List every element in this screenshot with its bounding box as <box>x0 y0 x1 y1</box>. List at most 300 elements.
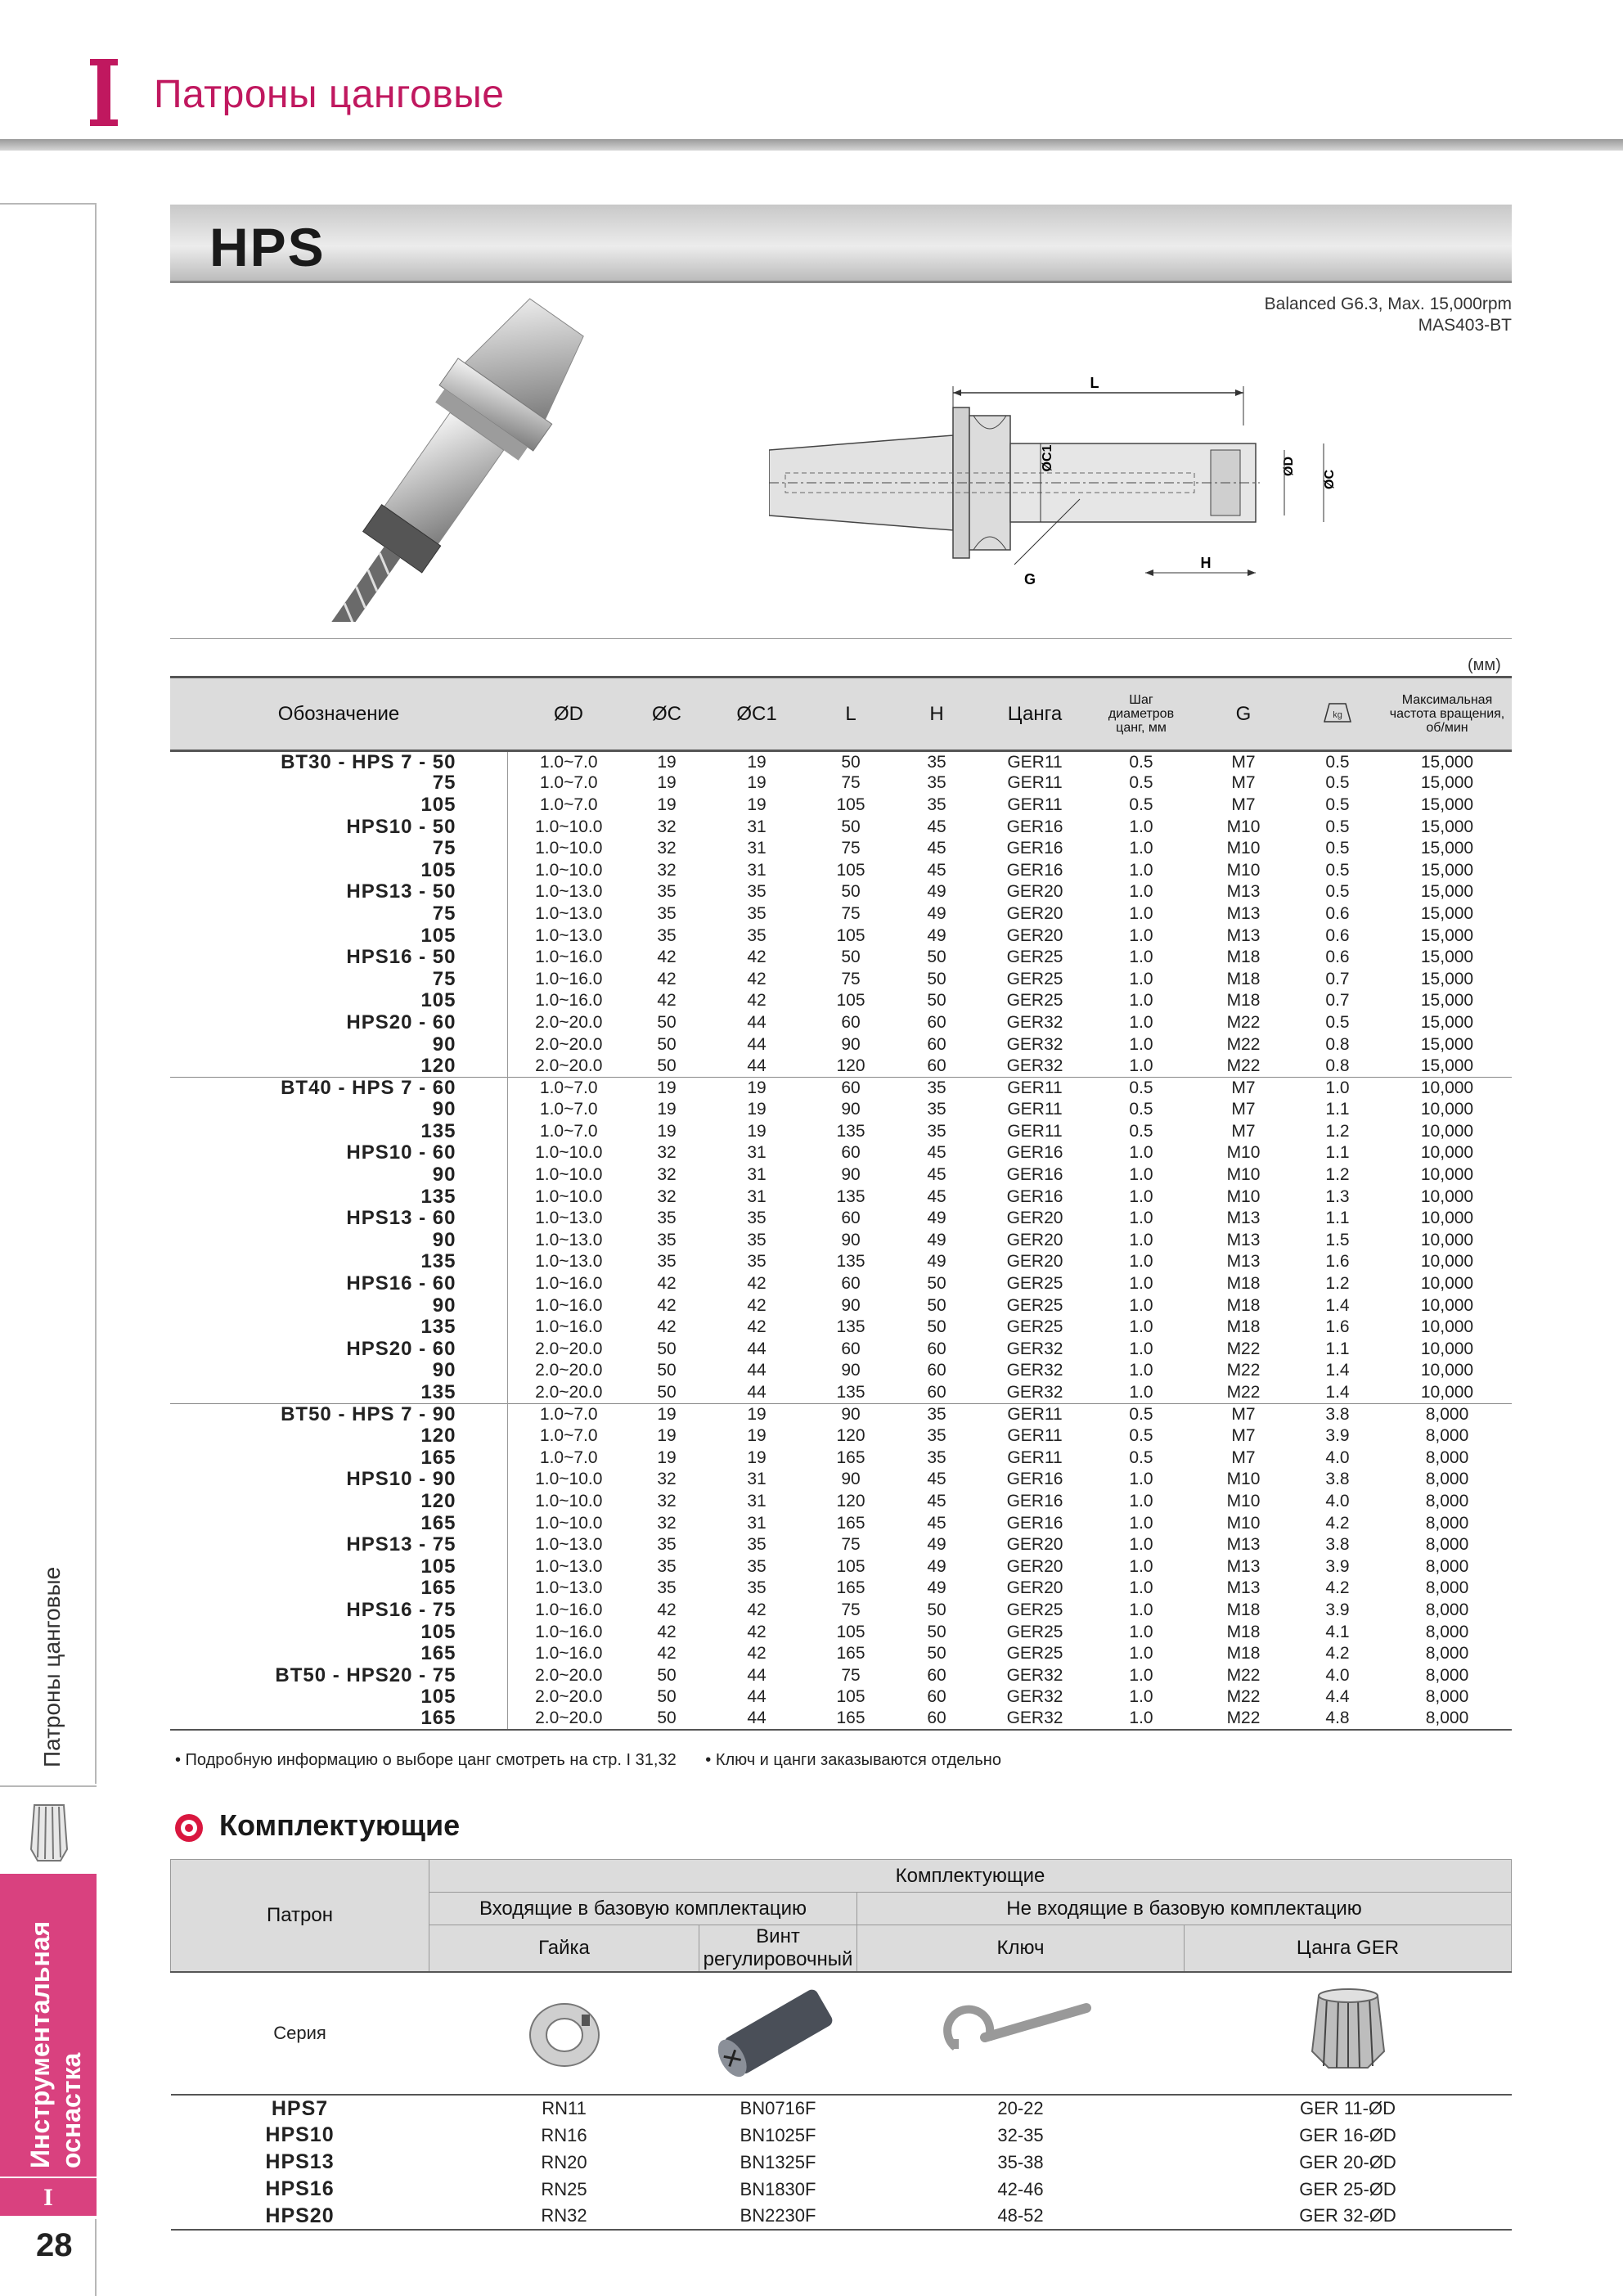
acc-cell-nut: RN25 <box>541 2178 587 2199</box>
cell-c: 19 <box>657 1426 677 1446</box>
cell-step: 0.5 <box>1129 1426 1153 1446</box>
cell-l: 105 <box>836 1622 865 1641</box>
cell-h: 60 <box>927 1665 946 1685</box>
cell-g: M13 <box>1226 882 1261 902</box>
acc-image-row <box>171 1972 1512 2095</box>
cell-h: 50 <box>927 969 946 988</box>
cell-l: 60 <box>841 1143 861 1163</box>
cell-g: M18 <box>1226 991 1261 1011</box>
table-row <box>170 772 1512 795</box>
cell-step: 1.0 <box>1129 1143 1153 1163</box>
dim-D: ØD <box>1282 457 1296 476</box>
cell-g: M13 <box>1226 1578 1261 1598</box>
cell-h: 60 <box>927 1361 946 1380</box>
cell-h: 35 <box>927 1100 946 1119</box>
cell-c1: 35 <box>747 1252 767 1272</box>
table-row <box>170 1273 1512 1295</box>
col-d: ØD <box>507 678 630 751</box>
cell-c: 50 <box>657 1034 677 1054</box>
cell-c1: 19 <box>747 773 767 793</box>
cell-collet: GER11 <box>1007 773 1063 793</box>
cell-rpm: 15,000 <box>1420 817 1474 836</box>
cell-c1: 44 <box>747 1382 767 1402</box>
cell-label: 165 <box>170 1512 507 1534</box>
cell-label: 135 <box>170 1382 507 1404</box>
cell-l: 50 <box>841 882 861 902</box>
cell-rpm: 15,000 <box>1420 1056 1474 1075</box>
cell-step: 1.0 <box>1129 925 1153 945</box>
table-row <box>170 795 1512 817</box>
cell-c: 35 <box>657 1578 677 1598</box>
cell-collet: GER11 <box>1007 752 1063 772</box>
table-row <box>170 1294 1512 1317</box>
cell-label: 90 <box>170 1099 507 1121</box>
cell-h: 50 <box>927 1622 946 1641</box>
table-row <box>170 1512 1512 1534</box>
cell-label: HPS16 - 75 <box>170 1600 507 1622</box>
cell-label: 135 <box>170 1186 507 1208</box>
cell-h: 60 <box>927 1339 946 1358</box>
acc-cell-collet: GER 11-ØD <box>1185 2095 1512 2122</box>
cell-l: 50 <box>841 752 861 772</box>
cell-g: M18 <box>1226 1274 1261 1294</box>
cell-h: 35 <box>927 752 946 772</box>
cell-rpm: 8,000 <box>1425 1535 1469 1555</box>
cell-kg: 0.5 <box>1325 1012 1350 1032</box>
table-row <box>170 1077 1512 1099</box>
cell-kg: 3.9 <box>1325 1600 1350 1619</box>
cell-d: 1.0~10.0 <box>535 817 603 836</box>
cell-collet: GER32 <box>1006 1361 1063 1380</box>
cell-rpm: 10,000 <box>1420 1382 1474 1402</box>
cell-c: 50 <box>657 1339 677 1358</box>
cell-collet: GER25 <box>1006 991 1063 1011</box>
cell-label: 105 <box>170 1555 507 1578</box>
cell-kg: 0.5 <box>1325 839 1350 858</box>
nut-icon <box>519 1990 609 2072</box>
cell-kg: 1.4 <box>1325 1382 1350 1402</box>
cell-collet: GER32 <box>982 1708 1088 1731</box>
cell-kg: 1.3 <box>1325 1186 1350 1206</box>
cell-step: 1.0 <box>1129 1274 1153 1294</box>
cell-rpm: 10,000 <box>1420 1186 1474 1206</box>
cell-label: 120 <box>170 1056 507 1078</box>
cell-c1: 42 <box>747 1274 767 1294</box>
cell-rpm: 8,000 <box>1425 1687 1469 1707</box>
cell-kg: 1.1 <box>1325 1209 1350 1228</box>
cell-c1: 44 <box>704 1708 810 1731</box>
cell-d: 1.0~16.0 <box>535 1600 603 1619</box>
weight-icon <box>1323 699 1352 723</box>
cell-label: 75 <box>170 772 507 795</box>
cell-c1: 44 <box>747 1056 767 1075</box>
cell-l: 90 <box>841 1100 861 1119</box>
cell-kg: 3.8 <box>1293 1403 1382 1425</box>
table-row <box>170 1382 1512 1404</box>
cell-c: 42 <box>657 1274 677 1294</box>
cell-g: M18 <box>1226 1622 1261 1641</box>
cell-g: M10 <box>1226 860 1261 880</box>
wrench-key-icon <box>939 1990 1103 2072</box>
cell-l: 120 <box>836 1426 865 1446</box>
cell-label: 105 <box>170 990 507 1012</box>
table-row <box>170 1164 1512 1186</box>
cell-kg: 3.8 <box>1325 1535 1350 1555</box>
cell-label: 90 <box>170 1033 507 1056</box>
table-row <box>170 925 1512 947</box>
cell-h: 45 <box>927 839 946 858</box>
acc-row <box>171 2122 1512 2149</box>
cell-kg: 4.0 <box>1325 1491 1350 1510</box>
cell-rpm: 8,000 <box>1425 1644 1469 1663</box>
cell-label: 135 <box>170 1121 507 1143</box>
cell-d: 1.0~13.0 <box>535 1252 603 1272</box>
cell-c1: 31 <box>747 817 767 836</box>
cell-h: 49 <box>927 925 946 945</box>
roman-numeral-mark-icon <box>90 59 118 126</box>
cell-d: 2.0~20.0 <box>535 1665 603 1685</box>
cell-h: 60 <box>927 1034 946 1054</box>
table-row <box>170 1425 1512 1447</box>
cell-c: 19 <box>630 1077 704 1099</box>
cell-c: 50 <box>657 1056 677 1075</box>
table-row <box>170 1491 1512 1513</box>
cell-h: 45 <box>927 1470 946 1489</box>
cell-d: 1.0~16.0 <box>535 1317 603 1337</box>
cell-g: M7 <box>1231 773 1256 793</box>
cell-l: 105 <box>836 1556 865 1576</box>
cell-rpm: 8,000 <box>1425 1665 1469 1685</box>
cell-d: 2.0~20.0 <box>535 1382 603 1402</box>
table-row <box>170 1600 1512 1622</box>
cell-rpm: 8,000 <box>1425 1470 1469 1489</box>
cell-kg: 1.2 <box>1325 1165 1350 1185</box>
acc-cell-key: 42-46 <box>997 2178 1044 2199</box>
acc-cell-nut: RN32 <box>429 2203 699 2230</box>
cell-h: 50 <box>927 948 946 967</box>
cell-collet: GER16 <box>1006 817 1063 836</box>
cell-label: 75 <box>170 838 507 860</box>
category-tab-label: Инструментальная оснастка <box>25 1920 86 2168</box>
cell-collet: GER11 <box>1007 1121 1063 1141</box>
cell-rpm: 15,000 <box>1420 860 1474 880</box>
cell-rpm: 8,000 <box>1382 1708 1512 1731</box>
cell-collet: GER11 <box>1007 1100 1063 1119</box>
notes <box>175 1751 1026 1770</box>
acc-row <box>171 2149 1512 2176</box>
cell-g: M22 <box>1226 1361 1261 1380</box>
cell-collet: GER20 <box>1006 1252 1063 1272</box>
col-l: L <box>810 678 892 751</box>
cell-c1: 19 <box>747 1100 767 1119</box>
cell-label: HPS10 - 90 <box>170 1469 507 1491</box>
acc-col-included: Входящие в базовую комплектацию <box>429 1893 857 1925</box>
cell-h: 49 <box>927 1230 946 1249</box>
table-row <box>170 838 1512 860</box>
table-row <box>170 1686 1512 1708</box>
table-row <box>170 1534 1512 1556</box>
cell-label: 120 <box>170 1491 507 1513</box>
cell-kg: 4.2 <box>1325 1513 1350 1533</box>
cell-h: 60 <box>892 1708 982 1731</box>
balance-spec: Balanced G6.3, Max. 15,000rpm <box>1264 295 1512 313</box>
cell-collet: GER20 <box>1006 1556 1063 1576</box>
table-row <box>170 1056 1512 1078</box>
cell-c: 19 <box>657 795 677 814</box>
cell-g: M10 <box>1226 817 1261 836</box>
cell-g: M7 <box>1231 1100 1256 1119</box>
col-c: ØC <box>630 678 704 751</box>
cell-kg: 0.7 <box>1325 969 1350 988</box>
cell-d: 1.0~7.0 <box>507 1077 630 1099</box>
cell-kg: 1.2 <box>1325 1121 1350 1141</box>
table-row <box>170 859 1512 881</box>
cell-step: 0.5 <box>1129 773 1153 793</box>
accessories-title: Комплектующие <box>219 1808 461 1842</box>
product-photo <box>262 295 654 622</box>
acc-cell-collet: GER 16-ØD <box>1299 2124 1396 2145</box>
col-weight <box>1293 678 1382 751</box>
cell-h: 49 <box>927 1209 946 1228</box>
sidebar-top-line <box>0 203 97 205</box>
accessories-table <box>170 1859 1512 2231</box>
cell-d: 2.0~20.0 <box>507 1708 630 1731</box>
cell-g: M22 <box>1226 1012 1261 1032</box>
cell-l: 50 <box>841 948 861 967</box>
cell-collet: GER11 <box>1007 1426 1063 1446</box>
cell-h: 45 <box>927 1491 946 1510</box>
cell-rpm: 8,000 <box>1425 1556 1469 1576</box>
cell-kg: 0.5 <box>1325 795 1350 814</box>
cell-c1: 19 <box>747 795 767 814</box>
cell-step: 1.0 <box>1129 1491 1153 1510</box>
cell-collet: GER25 <box>1006 1644 1063 1663</box>
cell-d: 1.0~16.0 <box>535 1644 603 1663</box>
table-row <box>170 968 1512 990</box>
section-divider <box>170 638 1512 639</box>
cell-step: 1.0 <box>1129 1186 1153 1206</box>
cell-kg: 0.6 <box>1325 948 1350 967</box>
cell-c: 19 <box>657 1121 677 1141</box>
cell-c1: 31 <box>747 1491 767 1510</box>
cell-rpm: 10,000 <box>1420 1274 1474 1294</box>
cell-g: M13 <box>1226 1230 1261 1249</box>
cell-c1: 19 <box>704 1403 810 1425</box>
table-row <box>170 1360 1512 1382</box>
cell-c1: 19 <box>747 1426 767 1446</box>
header-rule <box>0 139 1623 151</box>
cell-c: 50 <box>657 1687 677 1707</box>
standard-spec: MAS403-BT <box>1418 316 1512 335</box>
cell-collet: GER25 <box>1006 948 1063 967</box>
sidebar-section-label: Патроны цанговые <box>39 1566 65 1767</box>
cell-c: 35 <box>657 1209 677 1228</box>
cell-kg: 0.8 <box>1325 1034 1350 1054</box>
cell-label: 165 <box>170 1708 507 1731</box>
acc-cell-series: HPS13 <box>265 2150 335 2173</box>
cell-g: M18 <box>1226 1600 1261 1619</box>
cell-kg: 0.6 <box>1325 903 1350 923</box>
cell-label: 135 <box>170 1251 507 1273</box>
cell-c1: 31 <box>747 1165 767 1185</box>
table-row <box>170 1317 1512 1339</box>
cell-kg: 1.6 <box>1325 1317 1350 1337</box>
cell-g: M7 <box>1231 752 1256 772</box>
cell-rpm: 15,000 <box>1420 882 1474 902</box>
cell-d: 1.0~7.0 <box>539 1447 598 1467</box>
cell-step: 1.0 <box>1129 1556 1153 1576</box>
cell-l: 90 <box>841 1034 861 1054</box>
cell-g: M18 <box>1226 1317 1261 1337</box>
cell-h: 45 <box>927 1513 946 1533</box>
cell-step: 0.5 <box>1129 795 1153 814</box>
cell-kg: 0.8 <box>1325 1056 1350 1075</box>
table-row <box>170 1251 1512 1273</box>
cell-rpm: 8,000 <box>1425 1447 1469 1467</box>
cell-step: 0.5 <box>1088 1077 1194 1099</box>
cell-l: 135 <box>836 1382 865 1402</box>
cell-d: 1.0~7.0 <box>539 1121 598 1141</box>
cell-step: 1.0 <box>1129 1165 1153 1185</box>
cell-collet: GER25 <box>1006 1600 1063 1619</box>
cell-c1: 42 <box>747 1600 767 1619</box>
cell-c: 50 <box>657 1382 677 1402</box>
cell-rpm: 10,000 <box>1420 1209 1474 1228</box>
table-row <box>170 1033 1512 1056</box>
cell-c1: 19 <box>747 752 767 772</box>
cell-c: 19 <box>657 1447 677 1467</box>
cell-c: 19 <box>630 1403 704 1425</box>
cell-collet: GER32 <box>1006 1034 1063 1054</box>
cell-step: 1.0 <box>1129 1687 1153 1707</box>
acc-col-not-included: Не входящие в базовую комплектацию <box>857 1893 1512 1925</box>
acc-col-chuck: Патрон <box>171 1860 429 1973</box>
cell-d: 1.0~7.0 <box>507 1403 630 1425</box>
col-designation: Обозначение <box>170 678 507 751</box>
acc-cell-series: HPS7 <box>171 2095 429 2122</box>
table-row <box>170 1230 1512 1252</box>
cell-c: 35 <box>657 1556 677 1576</box>
cell-c1: 19 <box>747 1121 767 1141</box>
table-row <box>170 1664 1512 1686</box>
cell-kg: 1.1 <box>1325 1339 1350 1358</box>
cell-l: 60 <box>810 1077 892 1099</box>
cell-rpm: 15,000 <box>1420 969 1474 988</box>
cell-l: 135 <box>836 1252 865 1272</box>
cell-g: M13 <box>1226 925 1261 945</box>
cell-collet: GER16 <box>1006 1186 1063 1206</box>
cell-d: 1.0~10.0 <box>535 1470 603 1489</box>
cell-l: 75 <box>841 1600 861 1619</box>
cell-kg: 1.6 <box>1325 1252 1350 1272</box>
model-banner <box>170 205 1512 283</box>
cell-d: 1.0~10.0 <box>535 1143 603 1163</box>
cell-label: 90 <box>170 1360 507 1382</box>
cell-step: 1.0 <box>1129 1230 1153 1249</box>
cell-c: 35 <box>657 882 677 902</box>
cell-l: 90 <box>810 1403 892 1425</box>
cell-c1: 42 <box>747 948 767 967</box>
cell-g: M22 <box>1194 1708 1293 1731</box>
sidebar-divider <box>0 1785 97 1787</box>
cell-c: 42 <box>657 1317 677 1337</box>
cell-rpm: 8,000 <box>1425 1622 1469 1641</box>
cell-d: 1.0~16.0 <box>535 991 603 1011</box>
cell-step: 1.0 <box>1129 839 1153 858</box>
cell-h: 49 <box>927 1535 946 1555</box>
cell-rpm: 15,000 <box>1420 1012 1474 1032</box>
cell-step: 1.0 <box>1129 1600 1153 1619</box>
acc-cell-nut: RN11 <box>429 2095 699 2122</box>
cell-c1: 44 <box>747 1687 767 1707</box>
cell-step: 1.0 <box>1129 1056 1153 1075</box>
cell-step: 1.0 <box>1129 1535 1153 1555</box>
table-row <box>170 1447 1512 1470</box>
cell-c1: 35 <box>747 1209 767 1228</box>
acc-cell-series: HPS16 <box>265 2177 335 2200</box>
cell-step: 0.5 <box>1129 1447 1153 1467</box>
category-roman: I <box>0 2180 97 2216</box>
cell-kg: 1.0 <box>1293 1077 1382 1099</box>
cell-d: 1.0~13.0 <box>535 1578 603 1598</box>
cell-l: 105 <box>836 1687 865 1707</box>
cell-collet: GER20 <box>1006 882 1063 902</box>
cell-step: 1.0 <box>1129 1622 1153 1641</box>
cell-label: 105 <box>170 795 507 817</box>
cell-collet: GER32 <box>1006 1339 1063 1358</box>
cell-d: 1.0~10.0 <box>535 860 603 880</box>
dim-C: ØC <box>1323 470 1337 489</box>
cell-rpm: 8,000 <box>1425 1578 1469 1598</box>
cell-h: 50 <box>927 1600 946 1619</box>
cell-label: HPS16 - 50 <box>170 947 507 969</box>
cell-kg: 3.9 <box>1325 1556 1350 1576</box>
cell-c1: 44 <box>747 1665 767 1685</box>
cell-collet: GER20 <box>1006 1209 1063 1228</box>
cell-rpm: 10,000 <box>1420 1295 1474 1315</box>
acc-cell-key: 20-22 <box>857 2095 1185 2122</box>
cell-c1: 31 <box>747 1186 767 1206</box>
cell-label: HPS10 - 60 <box>170 1142 507 1164</box>
cell-l: 135 <box>836 1186 865 1206</box>
technical-drawing <box>769 376 1342 606</box>
cell-c: 19 <box>657 773 677 793</box>
cell-kg: 3.8 <box>1325 1470 1350 1489</box>
acc-cell-key: 35-38 <box>997 2151 1044 2172</box>
cell-d: 1.0~7.0 <box>539 1100 598 1119</box>
cell-h: 50 <box>927 991 946 1011</box>
cell-d: 1.0~7.0 <box>539 752 598 772</box>
col-c1: ØC1 <box>704 678 810 751</box>
cell-g: M18 <box>1226 948 1261 967</box>
cell-kg: 0.7 <box>1325 991 1350 1011</box>
cell-step: 1.0 <box>1129 1665 1153 1685</box>
cell-g: M10 <box>1226 1186 1261 1206</box>
cell-h: 49 <box>927 1578 946 1598</box>
cell-h: 50 <box>927 1295 946 1315</box>
cell-collet: GER25 <box>1006 1317 1063 1337</box>
cell-step: 1.0 <box>1129 1361 1153 1380</box>
cell-collet: GER25 <box>1006 1274 1063 1294</box>
cell-l: 135 <box>836 1121 865 1141</box>
cell-d: 1.0~16.0 <box>535 1274 603 1294</box>
cell-rpm: 10,000 <box>1420 1339 1474 1358</box>
cell-c1: 19 <box>704 1077 810 1099</box>
cell-step: 1.0 <box>1129 1252 1153 1272</box>
acc-cell-nut: RN16 <box>541 2124 587 2145</box>
spec-table <box>170 676 1512 1731</box>
cell-l: 165 <box>836 1644 865 1663</box>
